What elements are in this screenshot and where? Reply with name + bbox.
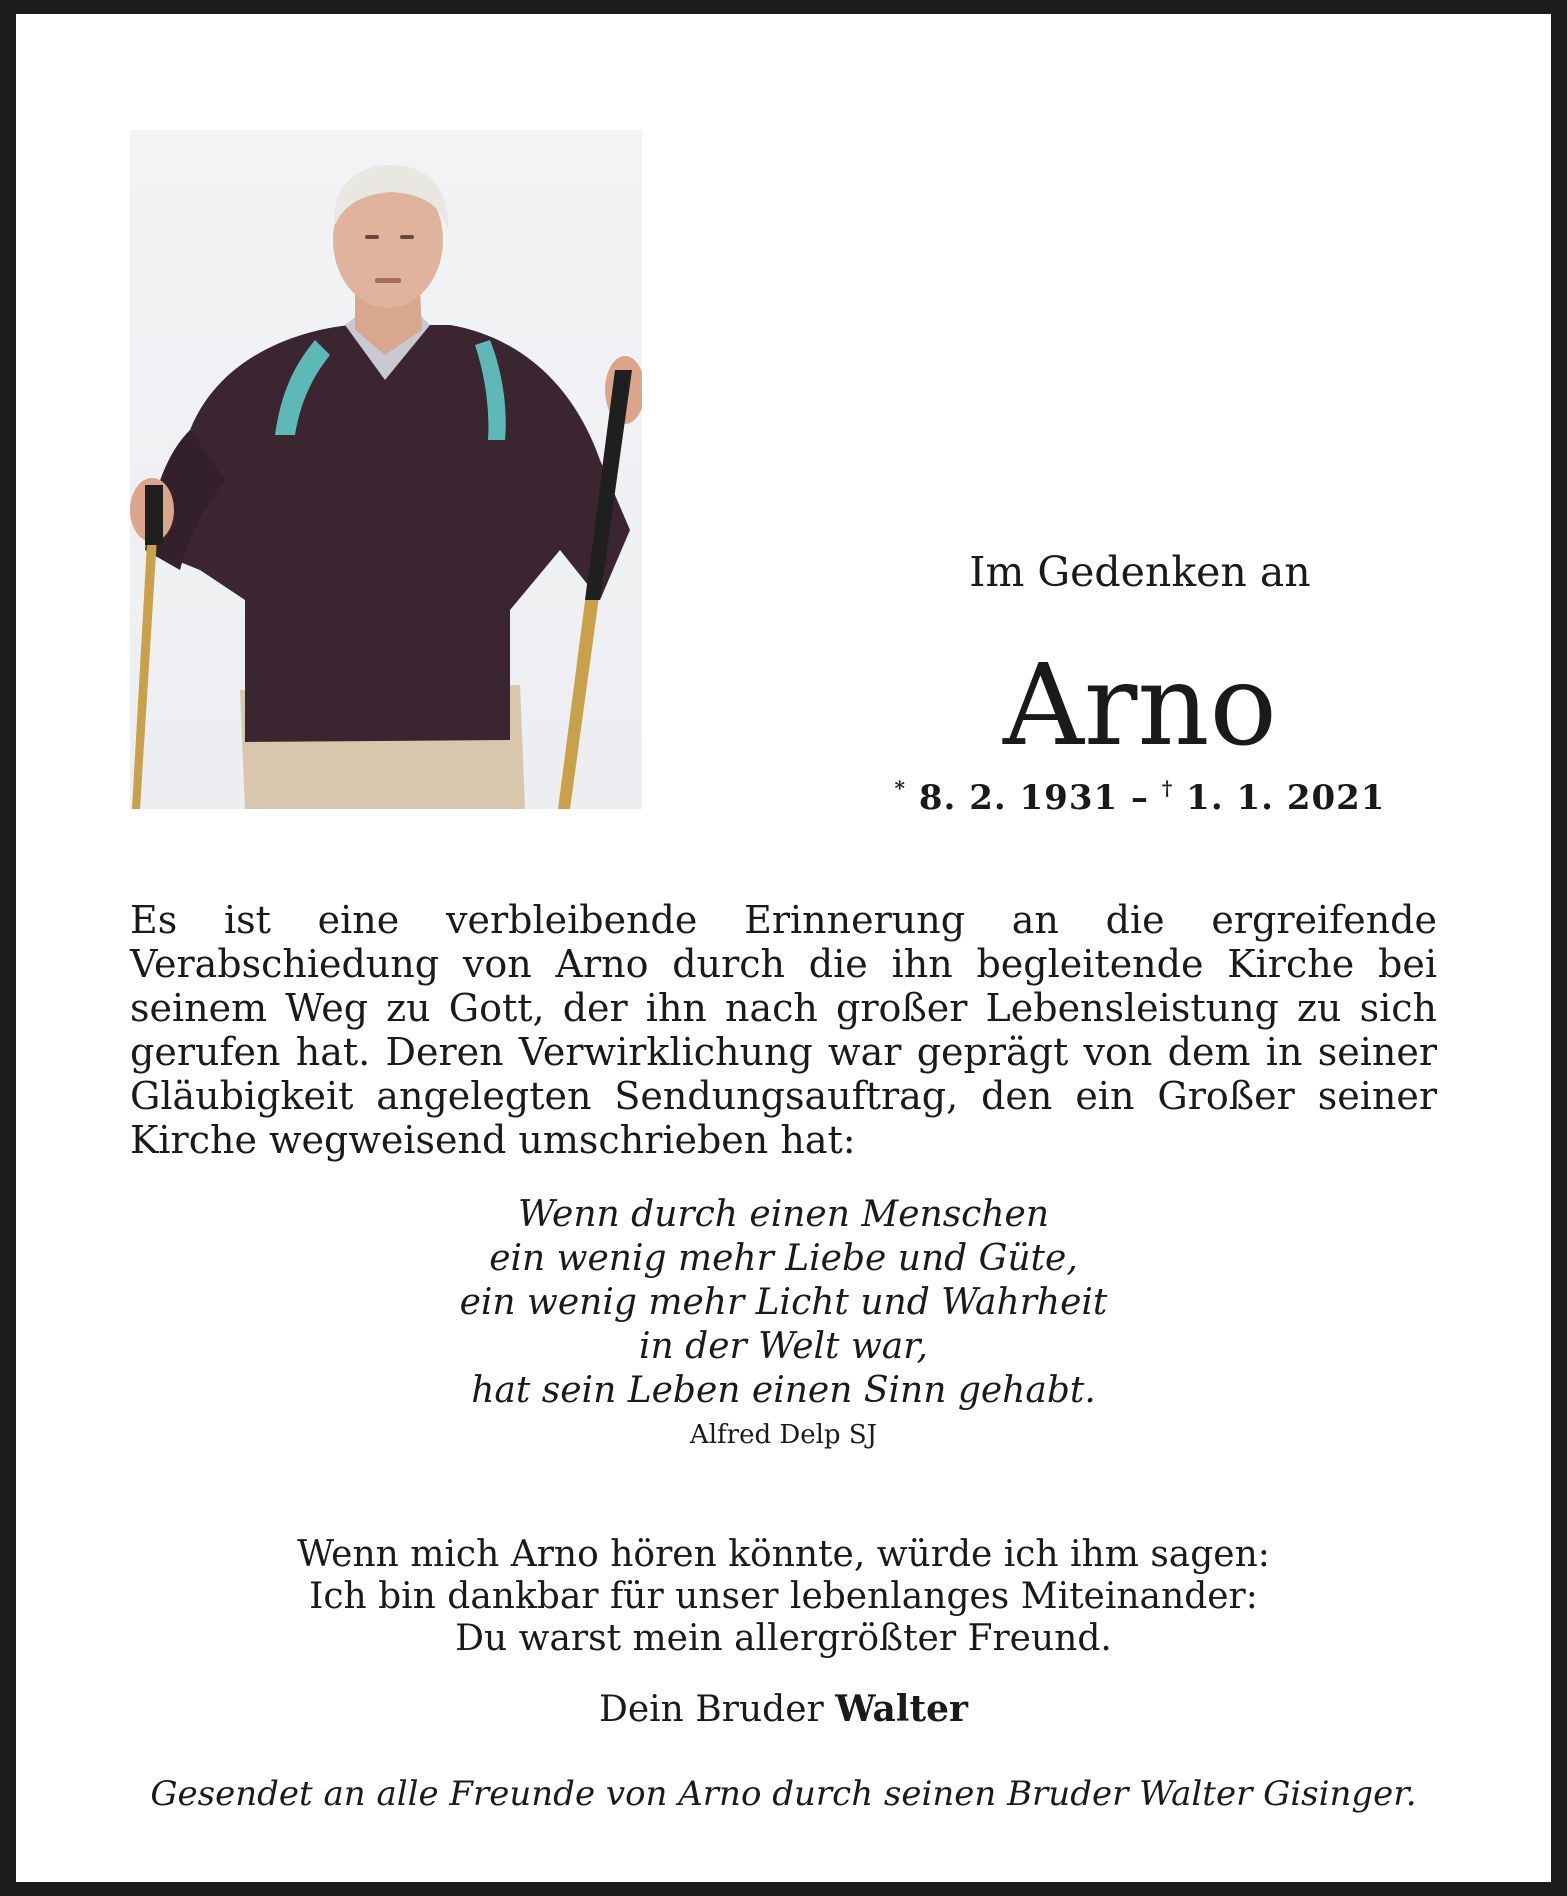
intro-heading: Im Gedenken an xyxy=(969,548,1311,596)
life-dates xyxy=(820,776,1460,818)
quote-line: ein wenig mehr Liebe und Güte, xyxy=(489,1238,1078,1279)
portrait-photo xyxy=(130,130,642,809)
memorial-paragraph: Es ist eine verbleibende Erinnerung an die ergreifende Verabschiedung von Arno durch die ihn begleitende Kirche bei seinem Weg zu Gott, der ihn nach großer Lebensleistung zu sich gerufen hat. Deren Verwirklichung war geprägt von dem in seiner Gläubigkeit angelegten Sendungsauftrag, den ein Großer seiner Kirche wegweisend umschrieben hat: xyxy=(130,898,1437,1162)
closing-line: Du warst mein allergrößter Freund. xyxy=(455,1618,1112,1659)
quote-line: hat sein Leben einen Sinn gehabt. xyxy=(471,1370,1096,1411)
death-symbol: † xyxy=(1161,776,1174,800)
quote-block xyxy=(300,1193,1267,1413)
footer-note: Gesendet an alle Freunde von Arno durch seinen Bruder Walter Gisinger. xyxy=(150,1774,1417,1814)
closing-line: Wenn mich Arno hören könnte, würde ich ihm sagen: xyxy=(297,1534,1270,1575)
birth-symbol: * xyxy=(894,776,907,800)
date-separator: – xyxy=(1131,778,1149,818)
signoff xyxy=(200,1688,1367,1730)
death-date: 1. 1. 2021 xyxy=(1186,778,1386,818)
birth-date: 8. 2. 1931 xyxy=(918,778,1119,818)
quote-line: Wenn durch einen Menschen xyxy=(517,1194,1050,1235)
closing-line: Ich bin dankbar für unser lebenlanges Miteinander: xyxy=(309,1576,1258,1617)
closing-block xyxy=(200,1534,1367,1660)
quote-line: in der Welt war, xyxy=(639,1326,928,1367)
portrait-of-man-with-hiking-poles-icon xyxy=(130,130,642,809)
signoff-prefix: Dein Bruder xyxy=(599,1689,824,1730)
quote-line: ein wenig mehr Licht und Wahrheit xyxy=(459,1282,1108,1323)
signoff-name: Walter xyxy=(835,1688,968,1730)
deceased-name: Arno xyxy=(1003,641,1277,771)
quote-author: Alfred Delp SJ xyxy=(689,1420,878,1450)
